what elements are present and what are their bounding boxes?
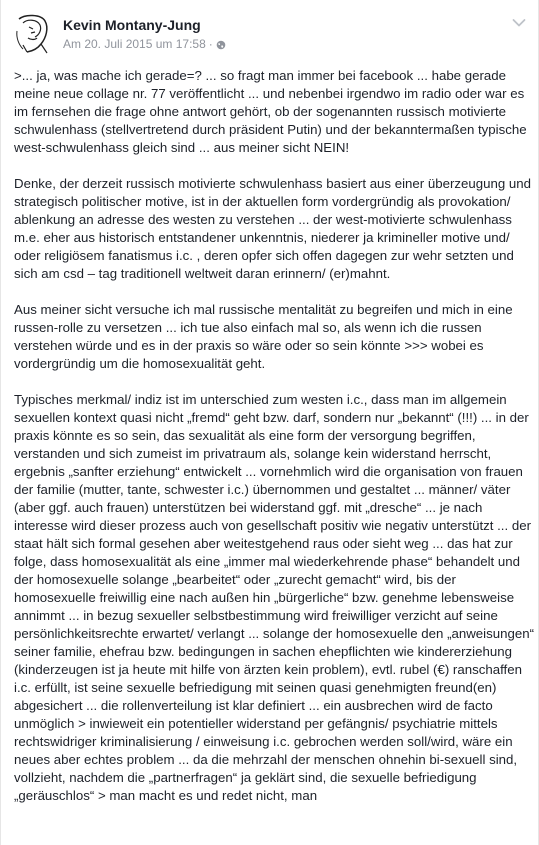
author-name[interactable]: Kevin Montany-Jung [63, 17, 201, 33]
sketch-portrait-avatar-icon [11, 11, 55, 55]
globe-icon[interactable] [216, 39, 226, 49]
post-paragraph: Typisches merkmal/ indiz ist im unterschied zum westen i.c., dass man im allgemein sexuellen kontext quasi nicht „fremd“ geht bzw. darf, sondern nur „bekannt“ (!!!) ... in der praxis könnte es so sein, das sexualität als eine form der versorgung begriffen, verstanden und sich zumeist im privatraum als, solange kein widerstand herrscht, ergebnis „sanfter erziehung“ entwickelt ... vornehmlich wird die organisation von frauen der familie (mutter, tante, schwester i.c.) übernommen und gestaltet ... männer/ väter (aber ggf. auch frauen) unterstützen bei widerstand ggf. mit „dresche“ ... je nach interesse wird dieser prozess auch von gesellschaft positiv wie negativ unterstützt ... der staat hält sich formal gesehen aber weitestgehend raus oder sieht weg ... das hat zur folge, dass homosexualität als eine „immer mal wiederkehrende phase“ behandelt und der homosexuelle solange „bearbeitet“ oder „zurecht gemacht“ wird, bis der homosexuelle freiwillig eine nach außen hin „bürgerliche“ bzw. genehme lebensweise annimmt ... in bezug sexueller selbstbestimmung wird freiwilliger verzicht auf seine persönlichkeitsrechte erwartet/ verlangt ... solange der homosexuelle den „anweisungen“ seiner familie, ehefrau bzw. bedingungen in sachen ehepflichten wie kindererziehung (kinderzeugen ist ja heute mit hilfe von ärzten kein problem), evtl. rubel (€) ranschaffen i.c. erfüllt, ist seine sexuelle befriedigung mit seinen quasi genehmigten freund(en) abgesichert ... die rollenverteilung ist klar definiert ... ein ausbrechen wird de facto unmöglich > inwieweit ein potentieller widerstand per gefängnis/ psychiatrie mittels rechtswidriger kriminalisierung / einweisung i.c. gebrochen werden soll/wird, wäre ein neues aber echtes problem ... da die mehrzahl der menschen ohnehin bi-sexuell sind, vollzieht, nachdem die „partnerfragen“ ja geklärt sind, die sexuelle befriedigung „geräuschlos“ > man macht es und redet nicht, man [14, 392, 534, 803]
meta-separator: · [208, 37, 213, 51]
post-header [1, 0, 539, 62]
avatar[interactable] [11, 11, 55, 55]
post-paragraph: Aus meiner sicht versuche ich mal russische mentalität zu begreifen und mich in eine russen-rolle zu versetzen ... ich tue also einfach mal so, als wenn ich die russen verstehen würde und es in der praxis so wäre oder so sein könnte >>> wobei es vordergründig um die homosexualität geht. [14, 302, 513, 371]
post-meta [63, 37, 226, 51]
post-body [14, 67, 534, 823]
post-paragraph: Denke, der derzeit russisch motivierte schwulenhass basiert aus einer überzeugung und strategisch politischer motive, ist in der aktuellen form vordergründig als provokation/ ablenkung an adresse des westen zu verstehen ... der west-motivierte schwulenhass m.e. eher aus historisch entstandener unkenntnis, niederer ja krimineller motive und/ oder religiösem fanatismus i.c. , deren opfer sich offen dagegen zur wehr setzten und sich am csd – tag traditionell weltweit daran erinnern/ (er)mahnt. [14, 176, 532, 281]
chevron-down-icon[interactable] [512, 15, 526, 25]
post-paragraph: >... ja, was mache ich gerade=? ... so fragt man immer bei facebook ... habe gerade meine neue collage nr. 77 veröffentlicht ... und nebenbei irgendwo im radio oder war es im fernsehen die frage ohne antwort gehört, ob der sogenannten russisch motivierte schwulenhass (stellvertretend durch präsident Putin) und der bekanntermaßen typische west-schwulenhass gleich sind ... aus meiner sicht NEIN! [14, 68, 527, 155]
post-timestamp[interactable]: Am 20. Juli 2015 um 17:58 [63, 37, 206, 51]
